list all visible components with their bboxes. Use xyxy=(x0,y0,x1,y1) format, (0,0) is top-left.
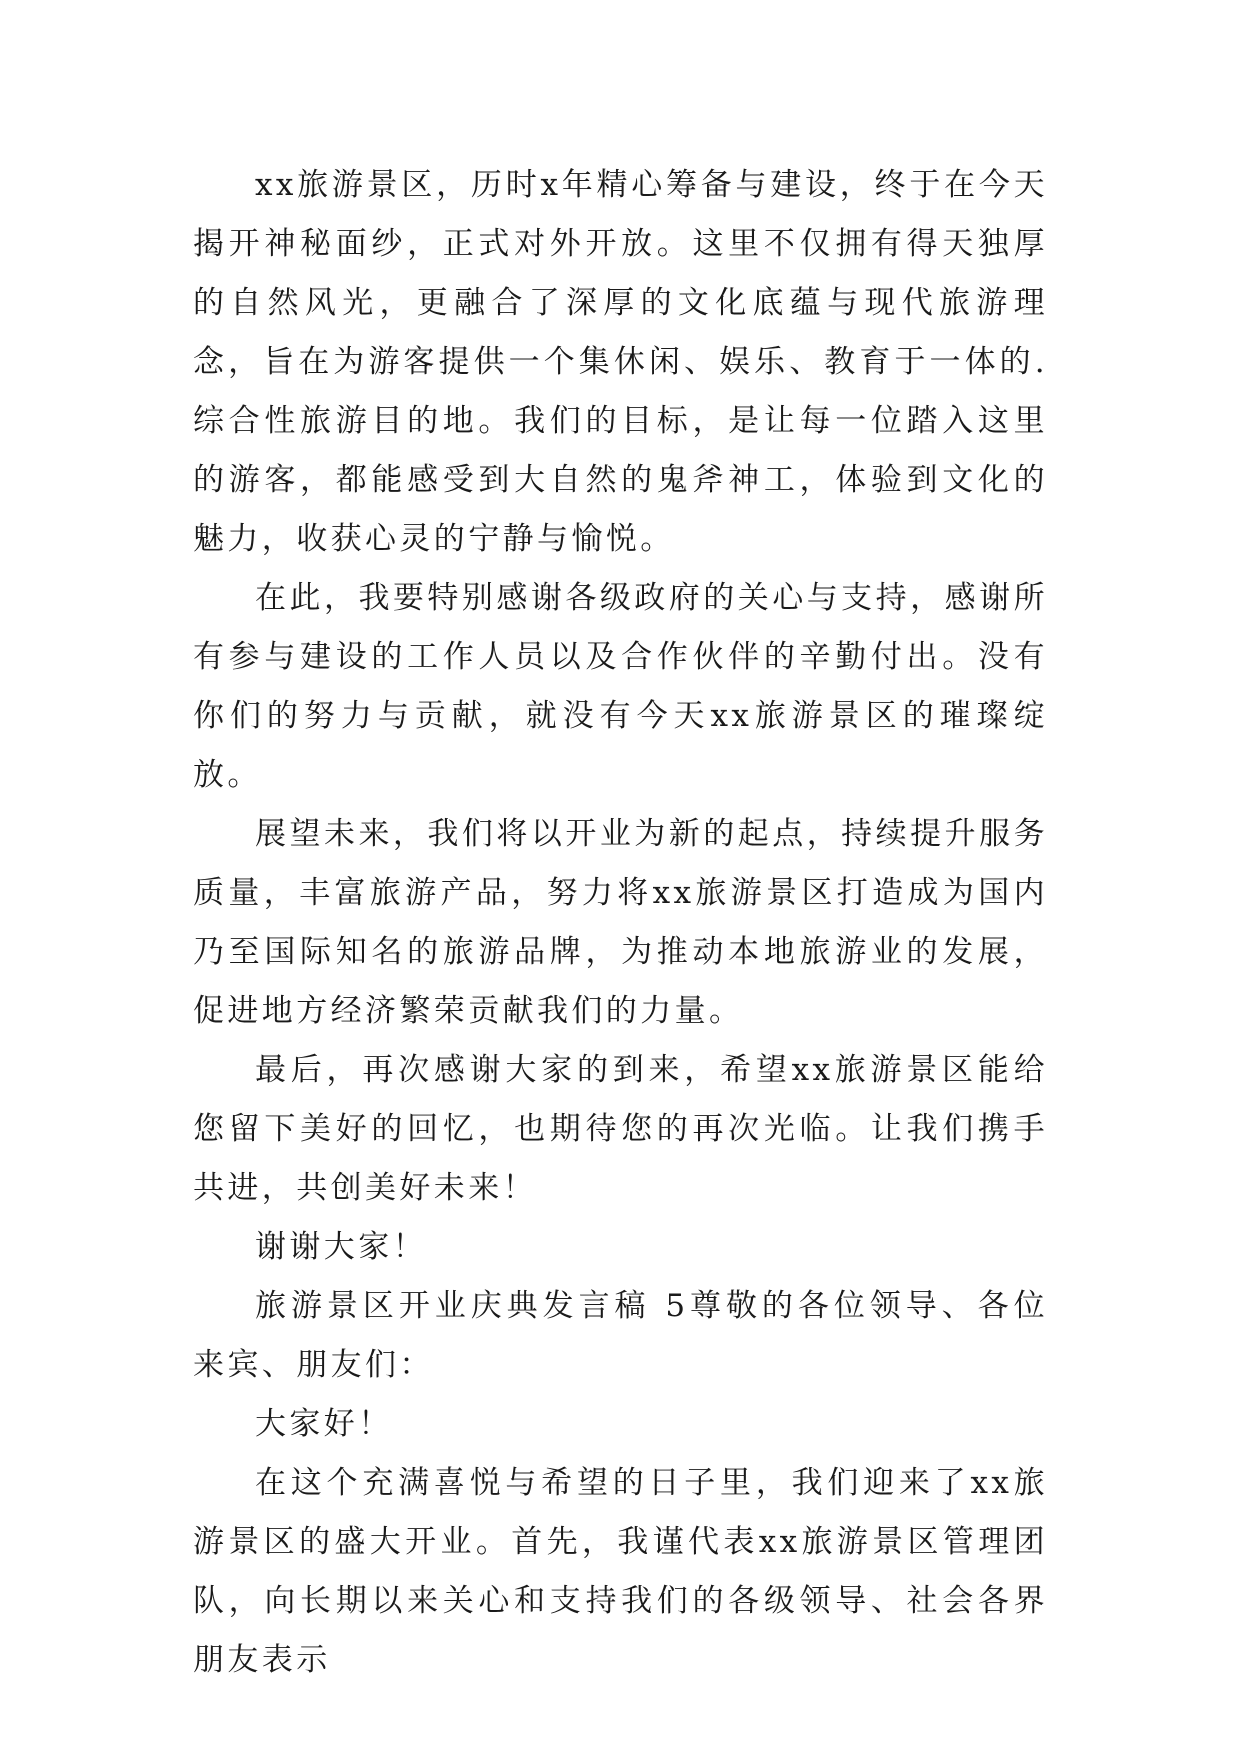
paragraph-opening-intro: xx旅游景区，历时x年精心筹备与建设，终于在今天揭开神秘面纱，正式对外开放。这里不仅拥有得天独厚的自然风光，更融合了深厚的文化底蕴与现代旅游理念，旨在为游客提供一个集休闲、娱乐、教育于一体的.综合性旅游目的地。我们的目标，是让每一位踏入这里的游客，都能感受到大自然的鬼斧神工，体验到文化的魅力，收获心灵的宁静与愉悦。 xyxy=(193,167,1048,557)
paragraph-speech-5-salutation: 旅游景区开业庆典发言稿 5尊敬的各位领导、各位来宾、朋友们： xyxy=(193,1288,1048,1383)
paragraph-greeting: 大家好！ xyxy=(255,1406,393,1442)
paragraph-speech-5-opening: 在这个充满喜悦与希望的日子里，我们迎来了xx旅游景区的盛大开业。首先，我谨代表xx旅游景区管理团队，向长期以来关心和支持我们的各级领导、社会各界朋友表示 xyxy=(193,1465,1048,1678)
document-body xyxy=(193,156,1048,1690)
paragraph-thank-you: 谢谢大家！ xyxy=(255,1229,427,1265)
paragraph-thanks: 在此，我要特别感谢各级政府的关心与支持，感谢所有参与建设的工作人员以及合作伙伴的辛勤付出。没有你们的努力与贡献，就没有今天xx旅游景区的璀璨绽放。 xyxy=(193,580,1048,793)
paragraph-closing: 最后，再次感谢大家的到来，希望xx旅游景区能给您留下美好的回忆，也期待您的再次光临。让我们携手共进，共创美好未来！ xyxy=(193,1052,1048,1206)
paragraph-outlook: 展望未来，我们将以开业为新的起点，持续提升服务质量，丰富旅游产品，努力将xx旅游景区打造成为国内乃至国际知名的旅游品牌，为推动本地旅游业的发展，促进地方经济繁荣贡献我们的力量。 xyxy=(193,816,1048,1029)
